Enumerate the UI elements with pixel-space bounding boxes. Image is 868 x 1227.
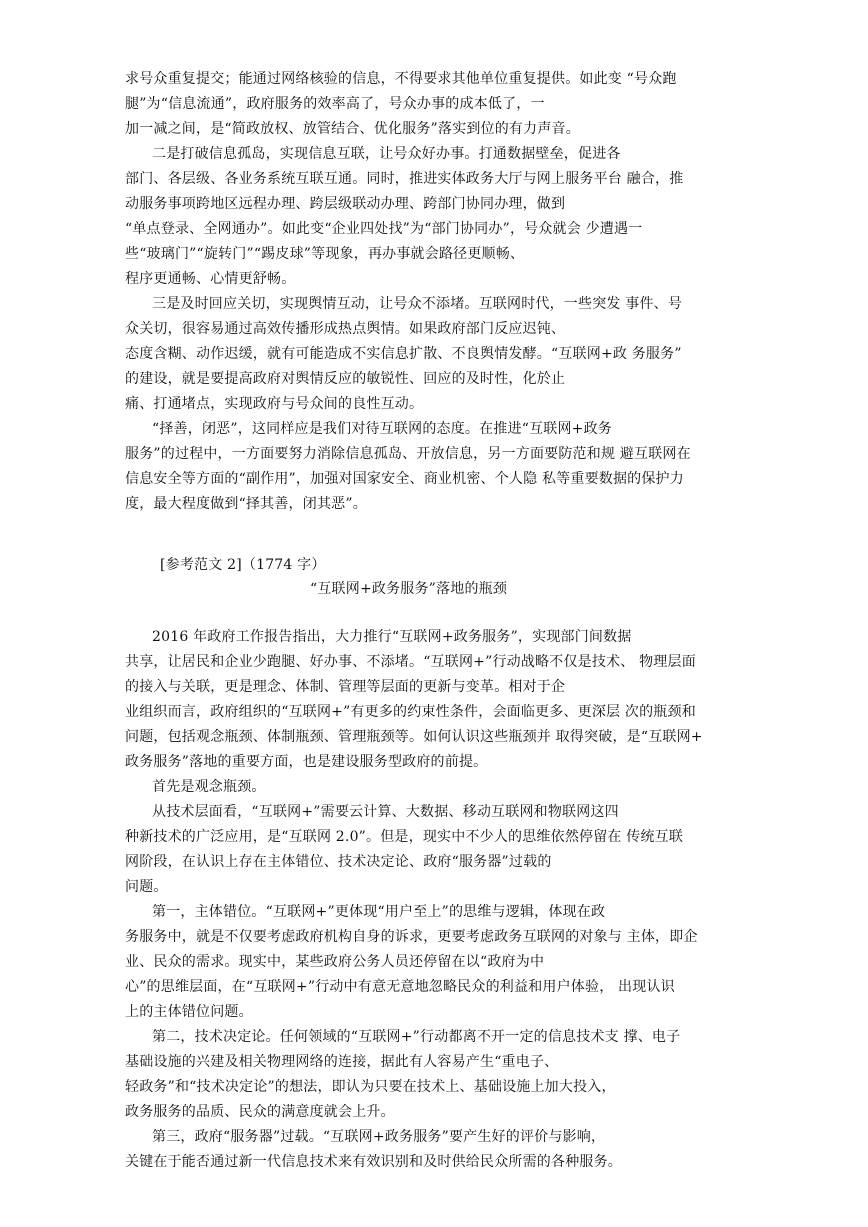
paragraph-line: 第一，主体错位。“互联网+”更体现“用户至上”的思维与逻辑，体现在政 xyxy=(152,904,606,920)
paragraph-line: 政务服务”落地的重要方面，也是建设服务型政府的前提。 xyxy=(125,754,488,770)
paragraph-line: 三是及时回应关切，实现舆情互动，让号众不添堵。互联网时代，一些突发 事件、号 xyxy=(152,296,683,312)
reference-label: [参考范文 2]（1774 字） xyxy=(160,557,326,573)
paragraph-line: 基础设施的兴建及相关物理网络的连接，据此有人容易产生“重电子、 xyxy=(125,1054,559,1070)
paragraph-line: 求号众重复提交；能通过网络核验的信息，不得要求其他单位重复提供。如此变 “号众跑 xyxy=(125,71,677,87)
paragraph-line: 腿”为“信息流通”，政府服务的效率高了，号众办事的成本低了，一 xyxy=(125,96,545,112)
paragraph-line: “单点登录、全网通办”。如此变“企业四处找”为“部门协同办”，号众就会 少遭遇一 xyxy=(125,221,643,237)
paragraph-line: 心”的思维层面，在“互联网+”行动中有意无意地忽略民众的利益和用户体验， 出现认识 xyxy=(125,979,675,995)
paragraph-line: 关键在于能否通过新一代信息技术来有效识别和及时供给民众所需的各种服务。 xyxy=(125,1154,622,1170)
paragraph-line: 服务”的过程中，一方面要努力消除信息孤岛、开放信息，另一方面要防范和规 避互联网在 xyxy=(125,446,691,462)
paragraph-line: 问题。 xyxy=(125,879,168,895)
paragraph-line: “择善，闭恶”，这同样应是我们对待互联网的态度。在推进“互联网+政务 xyxy=(152,421,613,437)
paragraph-line: 上的主体错位问题。 xyxy=(125,1004,253,1020)
paragraph-line: 的建设，就是要提高政府对舆情反应的敏锐性、回应的及时性，化於止 xyxy=(125,371,566,387)
paragraph-line: 共享，让居民和企业少跑腿、好办事、不添堵。“互联网+”行动战略不仅是技术、 物理层面 xyxy=(125,654,696,670)
paragraph-line: 首先是观念瓶颈。 xyxy=(152,779,266,795)
paragraph-line: 政务服务的品质、民众的满意度就会上升。 xyxy=(125,1104,395,1120)
paragraph-line: 从技术层面看，“互联网+”需要云计算、大数据、移动互联网和物联网这四 xyxy=(152,804,619,820)
paragraph-line: 部门、各层级、各业务系统互联互通。同时，推进实体政务大厅与网上服务平台 融合，推 xyxy=(125,171,684,187)
paragraph-line: 信息安全等方面的“副作用”，加强对国家安全、商业机密、个人隐 私等重要数据的保护力 xyxy=(125,471,684,487)
paragraph-line: 些“玻璃门”“旋转门”“踢皮球”等现象，再办事就会路径更顺畅、 xyxy=(125,246,525,262)
paragraph-line: 度，最大程度做到“择其善，闭其恶”。 xyxy=(125,496,367,512)
paragraph-line: 业、民众的需求。现实中，某些政府公务人员还停留在以“政府为中 xyxy=(125,954,545,970)
article-title: “互联网+政务服务”落地的瓶颈 xyxy=(310,581,508,597)
paragraph-line: 网阶段，在认识上存在主体错位、技术决定论、政府“服务器”过载的 xyxy=(125,854,552,870)
paragraph-line: 程序更通畅、心情更舒畅。 xyxy=(125,271,296,287)
paragraph-line: 问题，包括观念瓶颈、体制瓶颈、管理瓶颈等。如何认识这些瓶颈并 取得突破，是“互联网+ xyxy=(125,729,703,745)
paragraph-line: 加一减之间，是“简政放权、放管结合、优化服务”落实到位的有力声音。 xyxy=(125,121,580,137)
paragraph-line: 动服务事项跨地区远程办理、跨层级联动办理、跨部门协同办理，做到 xyxy=(125,196,566,212)
paragraph-line: 第二，技术决定论。任何领域的“互联网+”行动都离不开一定的信息技术支 撑、电子 xyxy=(152,1029,681,1045)
paragraph-line: 二是打破信息孤岛，实现信息互联，让号众好办事。打通数据壁垒，促进各 xyxy=(152,146,621,162)
paragraph-line: 态度含糊、动作迟缓，就有可能造成不实信息扩散、不良舆情发酵。“互联网+政 务服务” xyxy=(125,346,682,362)
paragraph-line: 痛、打通堵点，实现政府与号众间的良性互动。 xyxy=(125,396,424,412)
paragraph-line: 众关切，很容易通过高效传播形成热点舆情。如果政府部门反应迟钝、 xyxy=(125,321,566,337)
paragraph-line: 业组织而言，政府组织的“互联网+”有更多的约束性条件，会面临更多、更深层 次的瓶颈和 xyxy=(125,704,696,720)
paragraph-line: 2016 年政府工作报告指出，大力推行“互联网+政务服务”，实现部门间数据 xyxy=(152,629,632,645)
paragraph-line: 轻政务”和“技术决定论”的想法，即认为只要在技术上、基础设施上加大投入， xyxy=(125,1079,616,1095)
paragraph-line: 第三，政府“服务器”过载。“互联网+政务服务”要产生好的评价与影响， xyxy=(152,1129,606,1145)
paragraph-line: 种新技术的广泛应用，是“互联网 2.0”。但是，现实中不少人的思维依然停留在 传统互联 xyxy=(125,829,684,845)
paragraph-line: 务服务中，就是不仅要考虑政府机构自身的诉求，更要考虑政务互联网的对象与 主体，即企 xyxy=(125,929,698,945)
paragraph-line: 的接入与关联，更是理念、体制、管理等层面的更新与变革。相对于企 xyxy=(125,679,566,695)
